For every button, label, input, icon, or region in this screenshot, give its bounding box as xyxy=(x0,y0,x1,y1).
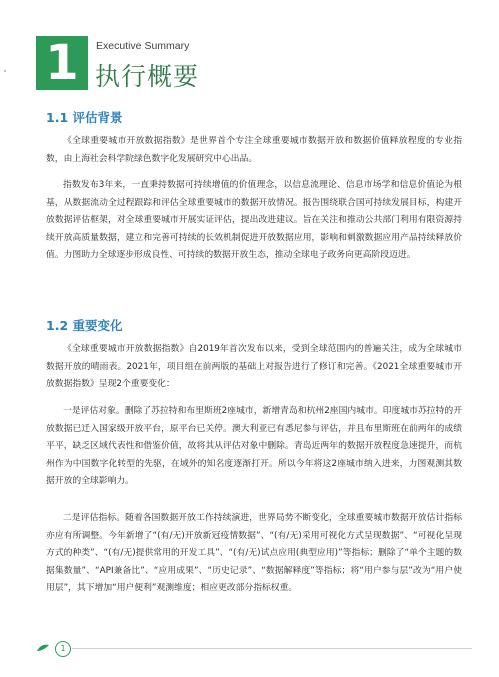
chapter-number-badge: 1 xyxy=(36,36,88,90)
paragraph: 二是评估指标。随着各国数据开放工作持续演进，世界局势不断变化，全球重要城市数据开放估计指标亦应有所调整。今年新增了“(有/无)开放新冠疫情数据”、“(有/无)采用可视化方式呈现数据”、“可视化呈现方式的种类”、“(有/无)提供常用的开发工具”、“(有/无)试点应用(典型应用)”等指标；删除了“单个主题的数据集数量”、“API兼备比”、“应用成果”、“历史记录”、“数据解释度”等指标；将“用户参与层”改为“用户使用层”，其下增加“用户便利”观测维度；相应更改部分指标权重。 xyxy=(46,513,462,594)
section-heading-changes: 1.2 重要变化 xyxy=(46,318,123,333)
chapter-title-zh: 执行概要 xyxy=(95,62,200,91)
paragraph: 一是评估对象。删除了苏拉特和布里斯班2座城市，新增青岛和杭州2座国内城市。印度城市苏拉特的开放数据已迁入国家级开放平台，原平台已关停。澳大利亚已有悉尼参与评估，并且布里斯班在前两年的成绩平平，缺乏区域代表性和借鉴价值，故将其从评估对象中删除。青岛近两年的数据开放程度急速提升，而杭州作为中国数字化转型的先驱，在域外的知名度逐渐打开。所以今年将这2座城市纳入进来，力图观测其数据开放的全球影响力。 xyxy=(46,406,462,487)
paragraph: 《全球重要城市开放数据指数》是世界首个专注全球重要城市数据开放和数据价值释放程度的专业指数，由上海社会科学院绿色数字化发展研究中心出品。 xyxy=(46,136,462,164)
leaf-ornament-icon xyxy=(36,643,50,653)
paragraph: 指数发布3年来，一直秉持数据可持续增值的价值理念，以信息流理论、信息市场学和信息价值论为根基，从数据流动全过程跟踪和评估全球重要城市的数据开放情况。报告围绕联合国可持续发展目标，构建开放数据评估框架，对全球重要城市开展实证评估，提出改进建议。旨在关注和推动公共部门利用有限资源持续开放高质量数据，建立和完善可持续的长效机制促进开放数据应用，影响和刺激数据应用产品持续释放价值。力图助力全球逐步形成良性、可持续的数据开放生态，推动全球电子政务向更高阶段迈进。 xyxy=(46,180,462,261)
page-number: 1 xyxy=(55,641,71,657)
section-heading-background: 1.1 评估背景 xyxy=(46,110,123,125)
chapter-title-en: Executive Summary xyxy=(96,40,190,52)
paragraph: 《全球重要城市开放数据指数》自2019年首次发布以来，受到全球范围内的普遍关注，成为全球城市数据开放的晴雨表。2021年，项目组在前两版的基础上对报告进行了修订和完善。《2021全球重要城市开放数据指数》呈现2个重要变化： xyxy=(46,344,462,390)
margin-mark xyxy=(4,70,6,72)
footer-rule xyxy=(72,648,472,649)
